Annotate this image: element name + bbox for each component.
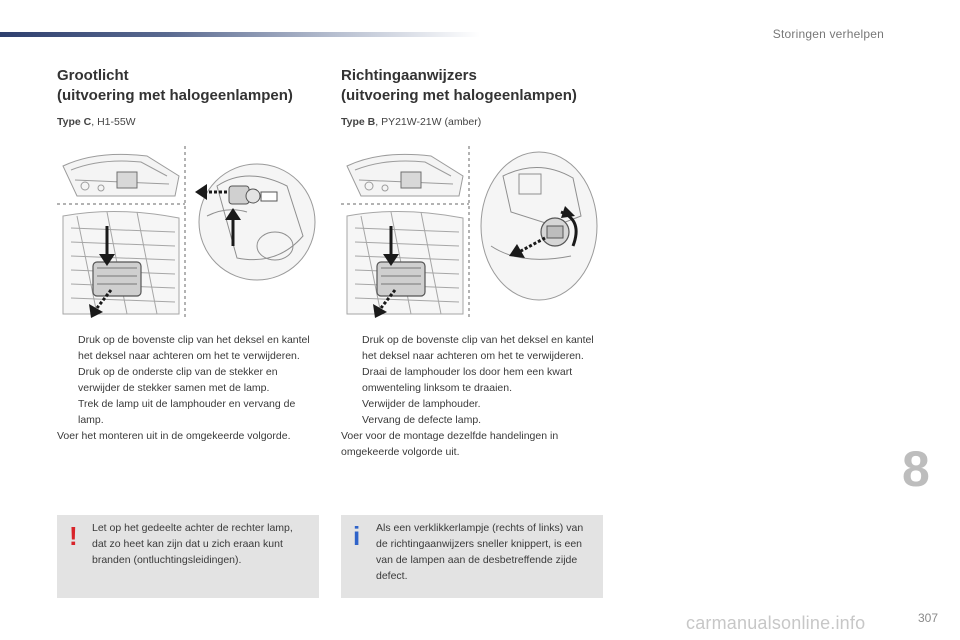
right-step [341, 396, 603, 412]
left-step [57, 332, 319, 364]
left-step [57, 396, 319, 428]
right-type-label: Type B [341, 116, 376, 128]
left-step-text: Druk op de bovenste clip van het deksel en kantel het deksel naar achteren om het te verwijderen. [78, 334, 310, 362]
left-type-label: Type C [57, 116, 92, 128]
left-headlamp-illustration [57, 146, 319, 318]
right-column [341, 66, 603, 460]
page-number: 307 [917, 611, 938, 625]
right-step [341, 364, 603, 396]
warning-note-text: Let op het gedeelte achter de rechter lamp, dat zo heet kan zijn dat u zich eraan kunt branden (ontluchtingsleidingen). [92, 522, 293, 566]
left-title-line2: (uitvoering met halogeenlampen) [57, 87, 293, 104]
right-instructions [341, 332, 603, 460]
left-closing: Voer het monteren uit in de omgekeerde volgorde. [57, 430, 291, 442]
right-step-text: Druk op de bovenste clip van het deksel en kantel het deksel naar achteren om het te verwijderen. [362, 334, 594, 362]
right-step-text: Draai de lamphouder los door hem een kwart omwenteling linksom te draaien. [362, 366, 573, 394]
right-type-value: , PY21W-21W (amber) [375, 116, 482, 128]
right-bulb-type [341, 116, 603, 132]
warning-icon: ! [69, 521, 78, 551]
section-title: Storingen verhelpen [772, 27, 884, 41]
left-instructions [57, 332, 319, 444]
right-step [341, 332, 603, 364]
right-closing: Voer voor de montage dezelfde handelingen in omgekeerde volgorde uit. [341, 430, 559, 458]
info-note [341, 515, 603, 598]
right-title [341, 66, 603, 106]
left-title [57, 66, 319, 106]
chapter-number: 8 [902, 441, 930, 497]
right-step-text: Verwijder de lamphouder. [362, 398, 481, 410]
left-step-text: Trek de lamp uit de lamphouder en vervang de lamp. [78, 398, 296, 426]
left-type-value: , H1-55W [91, 116, 136, 128]
left-column [57, 66, 319, 444]
right-indicator-illustration [341, 146, 603, 318]
right-step-text: Vervang de defecte lamp. [362, 414, 482, 426]
left-title-line1: Grootlicht [57, 67, 129, 84]
info-note-text: Als een verklikkerlampje (rechts of links) van de richtingaanwijzers sneller knippert, is een van de lampen aan de desbetreffende zijde defect. [376, 522, 584, 582]
watermark: carmanualsonline.info [686, 613, 866, 633]
right-title-line1: Richtingaanwijzers [341, 67, 477, 84]
left-bulb-type [57, 116, 319, 132]
right-title-line2: (uitvoering met halogeenlampen) [341, 87, 577, 104]
warning-note [57, 515, 319, 598]
info-icon: i [353, 521, 361, 551]
right-step [341, 412, 603, 428]
header-bar [0, 32, 480, 37]
left-step-text: Druk op de onderste clip van de stekker en verwijder de stekker samen met de lamp. [78, 366, 278, 394]
left-step [57, 364, 319, 396]
